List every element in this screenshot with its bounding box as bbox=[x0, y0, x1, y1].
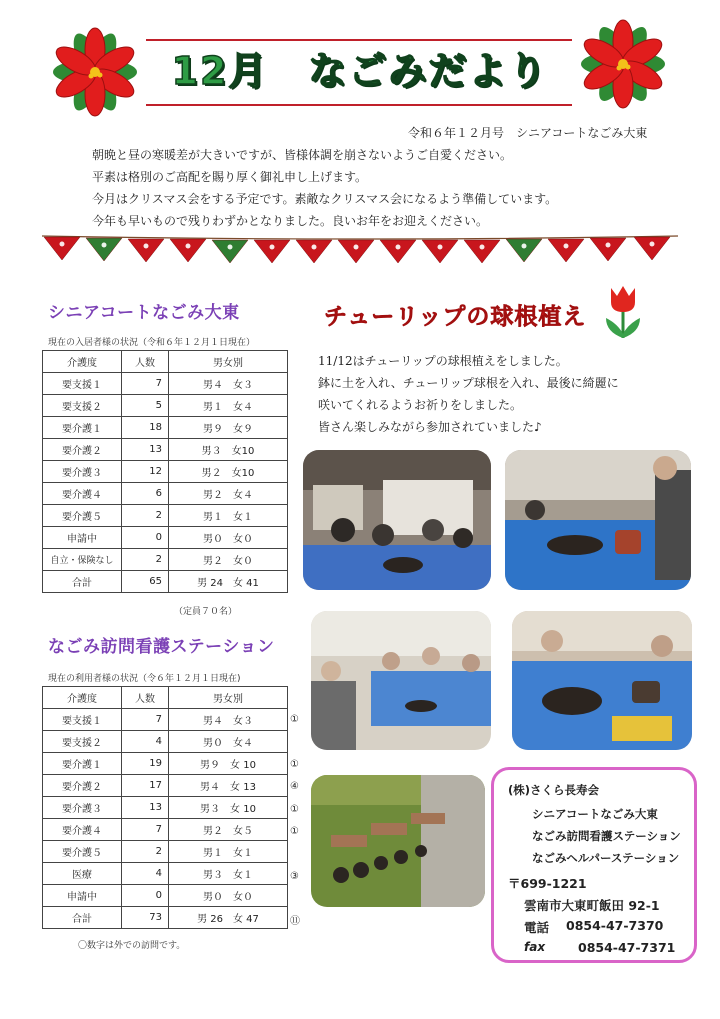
visit-mark: ① bbox=[290, 758, 299, 770]
phone-number: 0854-47-7370 bbox=[566, 918, 664, 933]
poinsettia-left-icon bbox=[40, 22, 150, 122]
table-cell: 4 bbox=[122, 731, 169, 753]
header-rule-bottom bbox=[146, 104, 572, 106]
table-cell: 申請中 bbox=[43, 885, 122, 907]
table-cell: 要介護２ bbox=[43, 775, 122, 797]
photo-group-table bbox=[311, 611, 491, 750]
table-cell: 医療 bbox=[43, 863, 122, 885]
table-cell: 男０ 女０ bbox=[169, 885, 288, 907]
table-cell: 7 bbox=[122, 819, 169, 841]
tulip-icon bbox=[602, 282, 644, 342]
table-cell: 6 bbox=[122, 483, 169, 505]
table-cell: 0 bbox=[122, 527, 169, 549]
intro-text bbox=[92, 144, 557, 232]
table-cell: 自立・保険なし bbox=[43, 549, 122, 571]
table-cell: 男 26 女 47 bbox=[169, 907, 288, 929]
table-cell: 0 bbox=[122, 885, 169, 907]
table-cell: 7 bbox=[122, 373, 169, 395]
visit-mark bbox=[290, 731, 300, 753]
table-header: 男女別 bbox=[169, 687, 288, 709]
intro-line: 朝晩と昼の寒暖差が大きいですが、皆様体調を崩さないようご自愛ください。 bbox=[92, 148, 513, 162]
table-cell: 男１ 女４ bbox=[169, 395, 288, 417]
table-cell: 要介護４ bbox=[43, 483, 122, 505]
table-cell: 男４ 女３ bbox=[169, 709, 288, 731]
postal-code: 〒699-1221 bbox=[508, 876, 587, 891]
table-row bbox=[43, 775, 288, 797]
table-cell: 要支援２ bbox=[43, 395, 122, 417]
table-cell: 要支援１ bbox=[43, 373, 122, 395]
table-cell: 12 bbox=[122, 461, 169, 483]
photo-filling-pots bbox=[512, 611, 692, 750]
issue-line: 令和６年１２月号 シニアコートなごみ大東 bbox=[408, 126, 648, 140]
table-row-total bbox=[43, 571, 288, 593]
address: 雲南市大東町飯田 92-1 bbox=[524, 898, 660, 913]
company-name: (株)さくら長寿会 bbox=[508, 783, 600, 797]
table-cell: 要介護３ bbox=[43, 461, 122, 483]
table-row bbox=[43, 549, 288, 571]
table-cell: 73 bbox=[122, 907, 169, 929]
table-cell: 男０ 女０ bbox=[169, 527, 288, 549]
visit-mark bbox=[290, 888, 300, 910]
table-cell: 13 bbox=[122, 439, 169, 461]
fax-number: 0854-47-7371 bbox=[578, 940, 676, 955]
table-cell: 男３ 女１ bbox=[169, 863, 288, 885]
table-cell: 男３ 女10 bbox=[169, 439, 288, 461]
photo-planted-pots-garden bbox=[311, 775, 485, 907]
page-title: 12月 なごみだより bbox=[171, 49, 549, 93]
section-heading-nursing: なごみ訪問看護ステーション bbox=[48, 637, 275, 657]
poinsettia-right-icon bbox=[568, 14, 678, 114]
table-row bbox=[43, 461, 288, 483]
visit-mark: ④ bbox=[290, 781, 299, 793]
table-cell: 男４ 女３ bbox=[169, 373, 288, 395]
table-cell: 要支援２ bbox=[43, 731, 122, 753]
table-header: 人数 bbox=[122, 351, 169, 373]
table-row bbox=[43, 505, 288, 527]
table-cell: 合計 bbox=[43, 571, 122, 593]
tulip-article-title: チューリップの球根植え bbox=[324, 304, 587, 330]
table-cell: 要介護３ bbox=[43, 797, 122, 819]
table-cell: 男９ 女 10 bbox=[169, 753, 288, 775]
table-cell: 要介護４ bbox=[43, 819, 122, 841]
section-heading-residents: シニアコートなごみ大東 bbox=[48, 303, 240, 323]
tulip-article-text bbox=[318, 350, 619, 438]
table-header-row bbox=[43, 687, 288, 709]
fax-label: fax bbox=[524, 940, 546, 954]
table-row bbox=[43, 395, 288, 417]
visit-mark: ① bbox=[290, 803, 299, 815]
contact-box bbox=[491, 767, 697, 963]
nursing-table bbox=[42, 686, 288, 929]
intro-line: 平素は格別のご高配を賜り厚く御礼申し上げます。 bbox=[92, 170, 368, 184]
tulip-text-line: 11/12はチューリップの球根植えをしました。 bbox=[318, 354, 568, 368]
table-cell: 合計 bbox=[43, 907, 122, 929]
table-row bbox=[43, 885, 288, 907]
table-cell: 男２ 女10 bbox=[169, 461, 288, 483]
table-cell: 要介護２ bbox=[43, 439, 122, 461]
table-header: 男女別 bbox=[169, 351, 288, 373]
table-header: 人数 bbox=[122, 687, 169, 709]
table-cell: 男 24 女 41 bbox=[169, 571, 288, 593]
table-row-total bbox=[43, 907, 288, 929]
table-cell: 男０ 女４ bbox=[169, 731, 288, 753]
table-cell: 13 bbox=[122, 797, 169, 819]
visit-note: 〇数字は外での訪問です。 bbox=[78, 941, 186, 951]
capacity-note: （定員７０名） bbox=[174, 607, 238, 617]
table-row bbox=[43, 373, 288, 395]
table-row bbox=[43, 417, 288, 439]
table-cell: 男３ 女 10 bbox=[169, 797, 288, 819]
table-cell: 男１ 女１ bbox=[169, 505, 288, 527]
table-cell: 65 bbox=[122, 571, 169, 593]
visit-mark: ① bbox=[290, 714, 299, 725]
photo-planting-pot bbox=[505, 450, 691, 590]
table-cell: 5 bbox=[122, 395, 169, 417]
visit-mark bbox=[290, 843, 300, 865]
table-cell: 17 bbox=[122, 775, 169, 797]
table-header-row bbox=[43, 351, 288, 373]
residents-caption: 現在の入居者様の状況（令和６年１２月１日現在） bbox=[48, 338, 256, 348]
table-header: 介護度 bbox=[43, 351, 122, 373]
table-row bbox=[43, 527, 288, 549]
table-cell: 男２ 女４ bbox=[169, 483, 288, 505]
table-cell: 要介護１ bbox=[43, 417, 122, 439]
intro-line: 今月はクリスマス会をする予定です。素敵なクリスマス会になるよう準備しています。 bbox=[92, 192, 558, 206]
outside-visit-marks bbox=[290, 709, 300, 933]
table-cell: 2 bbox=[122, 841, 169, 863]
facility-name: なごみ訪問看護ステーション bbox=[532, 829, 681, 843]
tulip-text-line: 皆さん楽しみながら参加されていました♪ bbox=[318, 420, 542, 434]
table-cell: 要介護５ bbox=[43, 505, 122, 527]
table-row bbox=[43, 439, 288, 461]
table-row bbox=[43, 863, 288, 885]
table-cell: 要支援１ bbox=[43, 709, 122, 731]
photo-planting-room bbox=[303, 450, 491, 590]
facility-name: シニアコートなごみ大東 bbox=[532, 807, 658, 821]
table-row bbox=[43, 797, 288, 819]
table-cell: 18 bbox=[122, 417, 169, 439]
intro-line: 今年も早いもので残りわずかとなりました。良いお年をお迎えください。 bbox=[92, 214, 489, 228]
visit-mark: ① bbox=[290, 825, 299, 837]
visit-mark: ③ bbox=[290, 870, 299, 882]
table-row bbox=[43, 841, 288, 863]
table-cell: 要介護１ bbox=[43, 753, 122, 775]
christmas-bunting-icon bbox=[42, 234, 678, 264]
table-cell: 男２ 女０ bbox=[169, 549, 288, 571]
nursing-caption: 現在の利用者様の状況（令６年１２月１日現在) bbox=[48, 674, 241, 684]
residents-table bbox=[42, 350, 288, 593]
table-cell: 男４ 女 13 bbox=[169, 775, 288, 797]
table-cell: 7 bbox=[122, 709, 169, 731]
table-cell: 男１ 女１ bbox=[169, 841, 288, 863]
table-row bbox=[43, 709, 288, 731]
table-row bbox=[43, 819, 288, 841]
table-header: 介護度 bbox=[43, 687, 122, 709]
table-cell: 申請中 bbox=[43, 527, 122, 549]
tulip-text-line: 鉢に土を入れ、チューリップ球根を入れ、最後に綺麗に bbox=[318, 376, 619, 390]
table-cell: 男９ 女９ bbox=[169, 417, 288, 439]
table-cell: 2 bbox=[122, 549, 169, 571]
tulip-text-line: 咲いてくれるようお祈りをしました。 bbox=[318, 398, 523, 412]
table-cell: 男２ 女５ bbox=[169, 819, 288, 841]
facility-name: なごみヘルパーステーション bbox=[532, 851, 680, 865]
phone-label: 電話 bbox=[524, 920, 550, 935]
table-cell: 2 bbox=[122, 505, 169, 527]
table-cell: 要介護５ bbox=[43, 841, 122, 863]
table-cell: 19 bbox=[122, 753, 169, 775]
table-row bbox=[43, 753, 288, 775]
visit-mark: ⑪ bbox=[290, 915, 300, 927]
table-row bbox=[43, 483, 288, 505]
table-cell: 4 bbox=[122, 863, 169, 885]
table-row bbox=[43, 731, 288, 753]
